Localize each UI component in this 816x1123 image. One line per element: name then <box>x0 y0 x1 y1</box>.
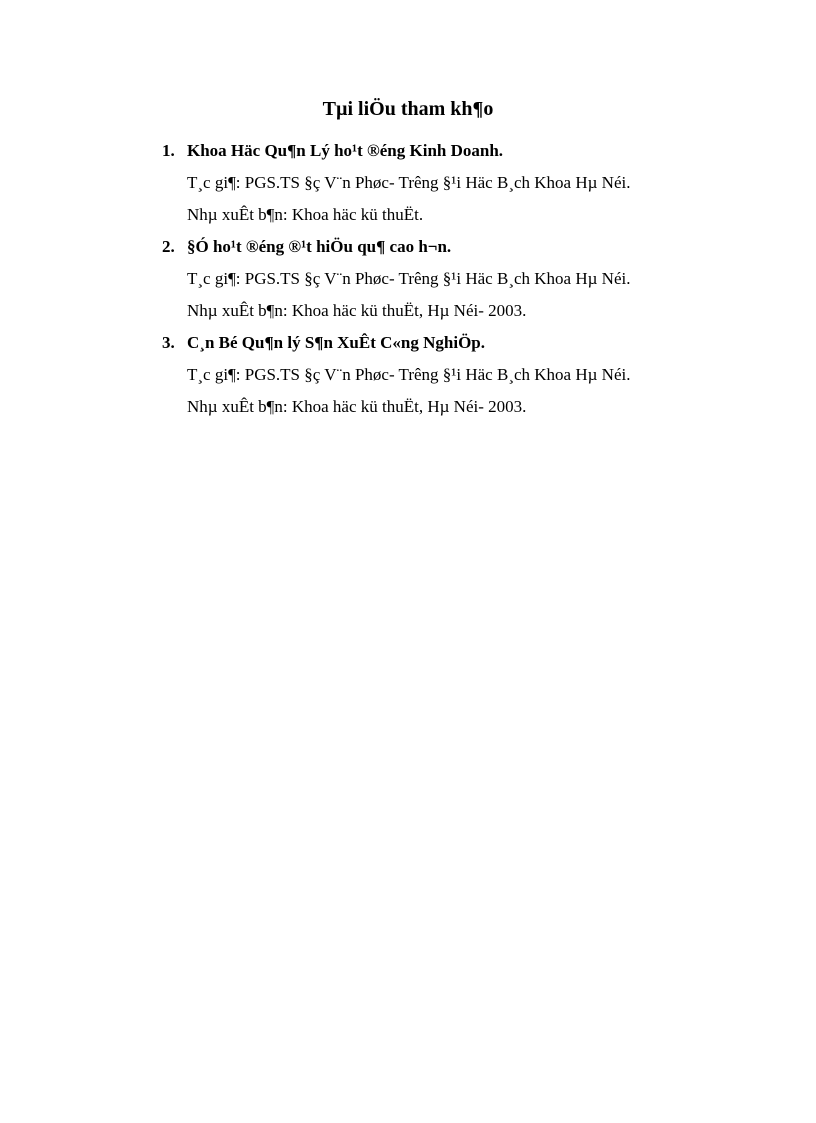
reference-publisher: Nhµ xuÊt b¶n: Khoa häc kü thuËt. <box>187 205 424 224</box>
reference-number: 1. <box>162 141 175 160</box>
reference-publisher: Nhµ xuÊt b¶n: Khoa häc kü thuËt, Hµ Néi- 2003. <box>187 397 527 416</box>
page-title: Tµi liÖu tham kh¶o <box>322 98 494 120</box>
reference-author: T¸c gi¶: PGS.TS §ç V¨n Phøc- Trêng §¹i Häc B¸ch Khoa Hµ Néi. <box>187 173 631 192</box>
reference-title: §Ó ho¹t ®éng ®¹t hiÖu qu¶ cao h¬n. <box>187 237 452 256</box>
reference-number: 2. <box>162 237 175 256</box>
reference-publisher: Nhµ xuÊt b¶n: Khoa häc kü thuËt, Hµ Néi- 2003. <box>187 301 527 320</box>
reference-number: 3. <box>162 333 175 352</box>
reference-title: Khoa Häc Qu¶n Lý ho¹t ®éng Kinh Doanh. <box>187 141 504 160</box>
reference-author: T¸c gi¶: PGS.TS §ç V¨n Phøc- Trêng §¹i Häc B¸ch Khoa Hµ Néi. <box>187 269 631 288</box>
reference-title: C¸n Bé Qu¶n lý S¶n XuÊt C«ng NghiÖp. <box>187 333 485 352</box>
reference-author: T¸c gi¶: PGS.TS §ç V¨n Phøc- Trêng §¹i Häc B¸ch Khoa Hµ Néi. <box>187 365 631 384</box>
